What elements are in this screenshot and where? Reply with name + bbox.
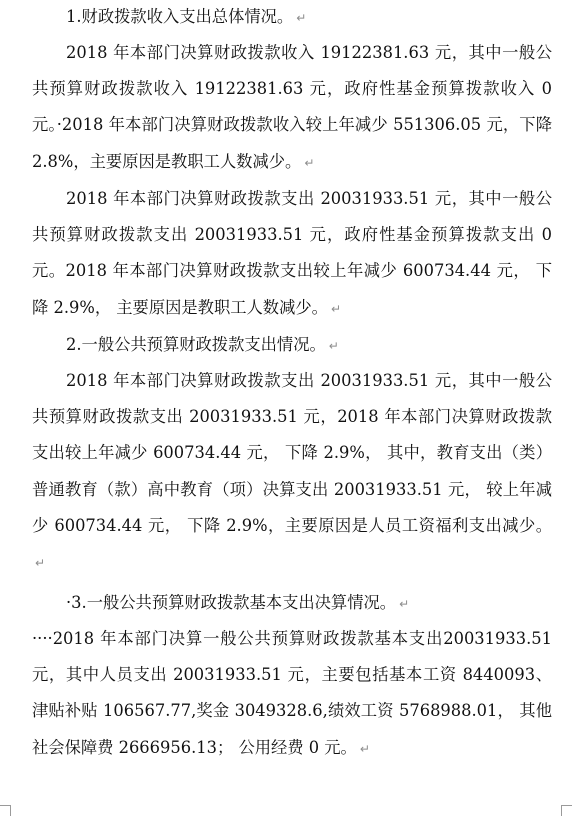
paragraph-text: 2018 年本部门决算财政拨款收入 19122381.63 元，其中一般公共预算财政拨款收入 19122381.63 元，政府性基金预算拨款收入 0 元。·2018 年本部门决算财政拨款收入较上年减少 551306.05 元，下降 2.8%，主要原因是教职工人数减少。 [32, 43, 552, 171]
paragraph-basic-expenditure [32, 621, 552, 767]
section-heading-2 [32, 327, 552, 364]
paragraph-mark-icon: ↵ [330, 301, 341, 316]
section-heading-3 [32, 585, 552, 622]
heading-text: 2.一般公共预算财政拨款支出情况。 [66, 335, 326, 354]
page-corner-mark-left [0, 805, 11, 816]
paragraph-mark-icon: ↵ [399, 597, 410, 611]
paragraph-mark-icon: ↵ [359, 741, 370, 756]
paragraph-text: 2018 年本部门决算财政拨款支出 20031933.51 元，其中一般公共预算财政拨款支出 20031933.51 元，政府性基金预算拨款支出 0 元。2018 年本部门决算财政拨款支出较上年减少 600734.44 元， 下降 2.9%， 主要原因是教职工人数减少。 [32, 189, 552, 317]
paragraph-mark-icon: ↵ [296, 11, 307, 25]
paragraph-mark-icon: ↵ [304, 155, 315, 170]
paragraph-mark-icon: ↵ [35, 556, 46, 571]
section-heading-1 [32, 0, 552, 36]
paragraph-text: 2018 年本部门决算财政拨款支出 20031933.51 元，其中一般公共预算财政拨款支出 20031933.51 元，2018 年本部门决算财政拨款支出较上年减少 600734.44 元， 下降 2.9%， 其中，教育支出（类）普通教育（款）高中教育（项）决算支出 20031933.51 元， 较上年减少 600734.44 元， 下降 2.9%，主要原因是人员工资福利支出减少。 [32, 371, 552, 535]
heading-text: ·3.一般公共预算财政拨款基本支出决算情况。 [66, 593, 397, 612]
heading-text: 1.财政拨款收入支出总体情况。 [66, 7, 294, 26]
page-corner-mark-right [561, 805, 572, 816]
paragraph-general-budget [32, 363, 552, 581]
paragraph-revenue [32, 35, 552, 181]
paragraph-expenditure [32, 181, 552, 327]
paragraph-text: ····2018 年本部门决算一般公共预算财政拨款基本支出20031933.51 元，其中人员支出 20031933.51 元，主要包括基本工资 8440093、津贴补贴 106567.77,奖金 3049328.6,绩效工资 5768988.01， 其他社会保障费 2666956.13； 公用经费 0 元。 [32, 629, 552, 757]
paragraph-mark-icon: ↵ [328, 339, 339, 353]
